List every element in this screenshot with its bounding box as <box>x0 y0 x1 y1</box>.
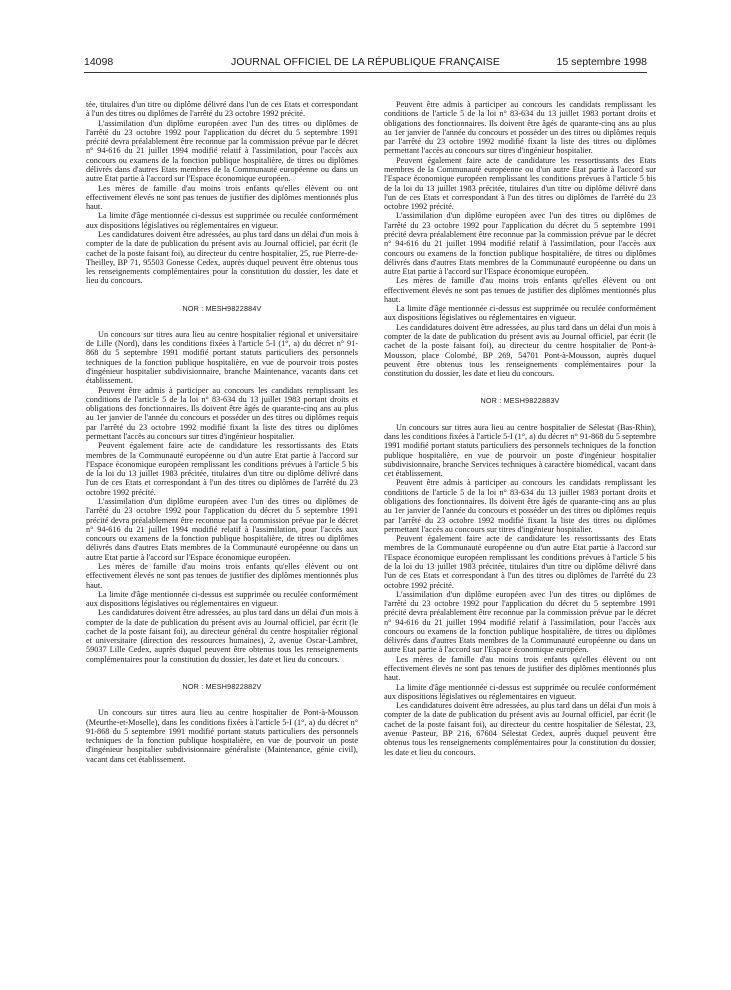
page-number: 14098 <box>84 56 114 68</box>
paragraph: Les candidatures doivent être adressées, au plus tard dans un délai d'un mois à compter de la date de publication du présent avis au Journal officiel, par écrit (le cachet de la poste faisant foi), au directeur général du centre hospitalier régional et universitaire (direction des ressources humaines), 2, avenue Oscar-Lambret, 59037 Lille Cedex, auprès duquel peuvent être obtenus tous les renseignements complémentaires pour la constitution du dossier, les date et lieu du concours. <box>86 608 358 664</box>
page-header <box>84 54 647 73</box>
right-column <box>384 100 656 757</box>
left-column <box>86 100 358 764</box>
paragraph: L'assimilation d'un diplôme européen avec l'un des titres ou diplômes de l'arrêté du 23 octobre 1992 pour l'application du décret du 5 septembre 1991 précité devra préalablement être reconnue par la commission prévue par le décret n° 94-616 du 21 juillet 1994 modifié relatif à l'assimilation, pour l'accès aux concours ou examens de la fonction publique hospitalière, de titres ou diplômes délivrés dans d'autres Etats membres de la Communauté européenne ou dans un autre Etat partie à l'accord sur l'Espace économique européen. <box>86 118 358 184</box>
paragraph: L'assimilation d'un diplôme européen avec l'un des titres ou diplômes de l'arrêté du 23 octobre 1992 pour l'application du décret du 5 septembre 1991 précité devra préalablement être reconnue par la commission prévue par le décret n° 94-616 du 21 juillet 1994 modifié relatif à l'assimilation, pour l'accès aux concours ou examens de la fonction publique hospitalière, de titres ou diplômes délivrés dans d'autres Etats membres de la Communauté européenne ou dans un autre Etat partie à l'accord sur l'Espace économique européen. <box>86 496 358 562</box>
paragraph: Les mères de famille d'au moins trois enfants qu'elles élèvent ou ont effectivement élevés ne sont pas tenues de justifier des diplômes mentionnés plus haut. <box>86 183 358 212</box>
paragraph: La limite d'âge mentionnée ci-dessus est supprimée ou reculée conformément aux dispositions législatives ou réglementaires en vigueur. <box>384 682 656 701</box>
paragraph: L'assimilation d'un diplôme européen avec l'un des titres ou diplômes de l'arrêté du 23 octobre 1992 pour l'application du décret du 5 septembre 1991 précité devra préalablement être reconnue par la commission prévue par le décret n° 94-616 du 21 juillet 1994 modifié relatif à l'assimilation, pour l'accès aux concours ou examens de la fonction publique hospitalière, de titres ou diplômes délivrés dans d'autres Etats membres de la Communauté européenne ou dans un autre Etat partie à l'accord sur l'Espace économique européen. <box>384 589 656 655</box>
paragraph: Les candidatures doivent être adressées, au plus tard dans un délai d'un mois à compter de la date de publication du présent avis au Journal officiel, par écrit (le cachet de la poste faisant foi), au directeur du centre hospitalier, 25, rue Pierre-de-Theilley, BP 71, 95503 Gonesse Cedex, auprès duquel peuvent être obtenus tous les renseignements complémentaires pour la constitution du dossier, les date et lieu du concours. <box>86 229 358 286</box>
paragraph: Un concours sur titres aura lieu au centre hospitalier régional et universitaire de Lille (Nord), dans les conditions fixées à l'article 5-I (1°, a) du décret n° 91-868 du 5 septembre 1991 modifié portant statuts particuliers des personnels techniques de la fonction publique hospitalière, en vue de pourvoir trois postes d'ingénieur hospitalier subdivisionnaire, branche Maintenance, vacants dans cet établissement. <box>86 329 358 386</box>
paragraph: Peuvent être admis à participer au concours les candidats remplissant les conditions de l'article 5 de la loi n° 83-634 du 13 juillet 1983 portant droits et obligations des fonctionnaires. Ils doivent être âgés de quarante-cinq ans au plus au 1er janvier de l'année du concours et posséder un des titres ou diplômes requis par l'arrêté du 23 octobre 1992 modifié fixant la liste des titres ou diplômes permettant l'accès au concours sur titres d'ingénieur hospitalier. <box>384 478 656 534</box>
paragraph: Les mères de famille d'au moins trois enfants qu'elles élèvent ou ont effectivement élevés ne sont pas tenues de justifier des diplômes mentionnés plus haut. <box>384 276 656 304</box>
paragraph: Peuvent être admis à participer au concours les candidats remplissant les conditions de l'article 5 de la loi n° 83-634 du 13 juillet 1983 portant droits et obligations des fonctionnaires. Ils doivent être âgés de quarante-cinq ans au plus au 1er janvier de l'année du concours et posséder un des titres ou diplômes requis par l'arrêté du 23 octobre 1992 modifié fixant la liste des titres ou diplômes permettant l'accès au concours sur titres d'ingénieur hospitalier. <box>384 100 656 156</box>
paragraph: L'assimilation d'un diplôme européen avec l'un des titres ou diplômes de l'arrêté du 23 octobre 1992 pour l'application du décret du 5 septembre 1991 précité devra préalablement être reconnue par la commission prévue par le décret n° 94-616 du 21 juillet 1994 modifié relatif à l'assimilation, pour l'accès aux concours ou examens de la fonction publique hospitalière, de titres ou diplômes délivrés dans d'autres Etats membres de la Communauté européenne ou dans un autre Etat partie à l'accord sur l'Espace économique européen. <box>384 211 656 277</box>
paragraph: Peuvent également faire acte de candidature les ressortissants des Etats membres de la Communauté européenne ou d'un autre Etat partie à l'accord sur l'Espace économique européen remplissant les conditions prévues à l'article 5 bis de la loi du 13 juillet 1983 précitée, titulaires d'un titre ou diplôme délivré dans l'un de ces Etats et correspondant à l'un des titres ou diplômes de l'arrêté du 23 octobre 1992 précité. <box>384 534 656 590</box>
paragraph: Peuvent être admis à participer au concours les candidats remplissant les conditions de l'article 5 de la loi n° 83-634 du 13 juillet 1983 portant droits et obligations des fonctionnaires. Ils doivent être âgés de quarante-cinq ans au plus au 1er janvier de l'année du concours et posséder un des titres ou diplômes requis par l'arrêté du 23 octobre 1992 modifié fixant la liste des titres ou diplômes permettant l'accès au concours sur titres d'ingénieur hospitalier. <box>86 385 358 441</box>
paragraph: Peuvent également faire acte de candidature les ressortissants des Etats membres de la Communauté européenne ou d'un autre Etat partie à l'accord sur l'Espace économique européen remplissant les conditions prévues à l'article 5 bis de la loi du 13 juillet 1983 précitée, titulaires d'un titre ou diplôme délivré dans l'un de ces Etats et correspondant à l'un des titres ou diplômes de l'arrêté du 23 octobre 1992 précité. <box>86 441 358 497</box>
paragraph: Un concours sur titres aura lieu au centre hospitalier de Sélestat (Bas-Rhin), dans les conditions fixées à l'article 5-I (1°, a) du décret n° 91-868 du 5 septembre 1991 modifié portant statuts particuliers des personnels techniques de la fonction publique hospitalière, en vue de pourvoir un poste d'ingénieur hospitalier subdivisionnaire, branche Services techniques à caractère biomédical, vacant dans cet établissement. <box>384 422 656 479</box>
paragraph: La limite d'âge mentionnée ci-dessus est supprimée ou reculée conformément aux dispositions législatives ou réglementaires en vigueur. <box>384 304 656 323</box>
paragraph: Les mères de famille d'au moins trois enfants qu'elles élèvent ou ont effectivement élevés ne sont pas tenues de justifier des diplômes mentionnés plus haut. <box>384 654 656 683</box>
paragraph: Les candidatures doivent être adressées, au plus tard dans un délai d'un mois à compter de la date de publication du présent avis au Journal officiel, par écrit (le cachet de la poste faisant foi), au directeur du centre hospitalier de Pont-à-Mousson, place Colombé, BP 269, 54701 Pont-à-Mousson, auprès duquel peuvent être obtenus tous les renseignements complémentaires pour la constitution du dossier, les date et lieu du concours. <box>384 322 656 379</box>
paragraph: La limite d'âge mentionnée ci-dessus est supprimée ou reculée conformément aux dispositions législatives ou réglementaires en vigueur. <box>86 589 358 609</box>
issue-date: 15 septembre 1998 <box>556 56 647 68</box>
paragraph: Les mères de famille d'au moins trois enfants qu'elles élèvent ou ont effectivement élevés ne sont pas tenues de justifier des diplômes mentionnés plus haut. <box>86 561 358 590</box>
nor-reference: NOR : MESH9822884V <box>182 303 262 313</box>
nor-reference: NOR : MESH9822882V <box>182 682 262 692</box>
paragraph: La limite d'âge mentionnée ci-dessus est supprimée ou reculée conformément aux dispositions législatives ou réglementaires en vigueur. <box>86 211 358 230</box>
paragraph: Peuvent également faire acte de candidature les ressortissants des Etats membres de la Communauté européenne ou d'un autre Etat partie à l'accord sur l'Espace économique européen remplissant les conditions prévues à l'article 5 bis de la loi du 13 juillet 1983 précitée, titulaires d'un titre ou diplôme délivré dans l'un de ces Etats et correspondant à l'un des titres ou diplômes de l'arrêté du 23 octobre 1992 précité. <box>384 155 656 212</box>
paragraph: tée, titulaires d'un titre ou diplôme délivré dans l'un de ces Etats et correspondant à l'un des titres ou diplômes de l'arrêté du 23 octobre 1992 précité. <box>86 100 358 119</box>
paragraph: Les candidatures doivent être adressées, au plus tard dans un délai d'un mois à compter de la date de publication du présent avis au Journal officiel, par écrit (le cachet de la poste faisant foi), au directeur du centre hospitalier de Sélestat, 23, avenue Pasteur, BP 216, 67604 Sélestat Cedex, auprès duquel peuvent être obtenus tous les renseignements complémentaires pour la constitution du dossier, les date et lieu du concours. <box>384 701 656 757</box>
paragraph: Un concours sur titres aura lieu au centre hospitalier de Pont-à-Mousson (Meurthe-et-Moselle), dans les conditions fixées à l'article 5-I (1°, a) du décret n° 91-868 du 5 septembre 1991 modifié portant statuts particuliers des personnels techniques de la fonction publique hospitalière, en vue de pourvoir un poste d'ingénieur hospitalier subdivisionnaire généraliste (Maintenance, génie civil), vacant dans cet établissement. <box>86 708 358 764</box>
nor-reference: NOR : MESH9822883V <box>480 396 560 406</box>
journal-title: JOURNAL OFFICIEL DE LA RÉPUBLIQUE FRANÇAISE <box>231 56 500 68</box>
